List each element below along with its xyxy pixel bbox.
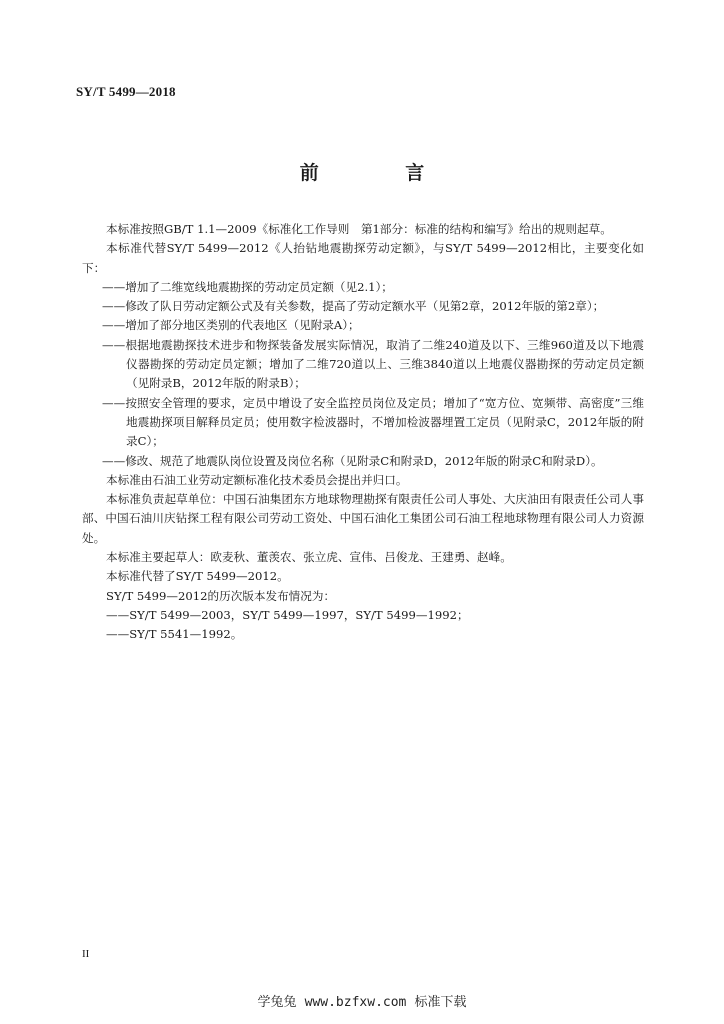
paragraph-drafting-units: 本标准负责起草单位：中国石油集团东方地球物理勘探有限责任公司人事处、大庆油田有限责任公司人事部、中国石油川庆钻探工程有限公司劳动工资处、中国石油化工集团公司石油工程地球物理有限公司人力资源处。 <box>82 492 644 545</box>
paragraph-drafting-rules: 本标准按照GB/T 1.1—2009《标准化工作导则 第1部分：标准的结构和编写》给出的规则起草。 <box>106 222 612 236</box>
changes-list <box>82 278 644 471</box>
watermark-site-name: 学兔兔 <box>257 995 297 1010</box>
history-item: ——SY/T 5499—2003，SY/T 5499—1997，SY/T 5499—1992； <box>106 607 469 622</box>
paragraph-replaces: 本标准代替了SY/T 5499—2012。 <box>106 569 289 584</box>
paragraph-proposer: 本标准由石油工业劳动定额标准化技术委员会提出并归口。 <box>106 472 408 487</box>
standard-code: SY/T 5499—2018 <box>76 84 176 99</box>
change-item: ——根据地震勘探技术进步和物探装备发展实际情况，取消了二维240道及以下、三维960道及以下地震仪器勘探的劳动定员定额；增加了二维720道以上、三维3840道以上地震仪器勘探的劳动定员定额（见附录B，2012年版的附录B）； <box>102 337 644 391</box>
watermark-url: www.bzfxw.com <box>304 995 407 1010</box>
footer-watermark <box>0 991 724 1010</box>
change-item: ——修改、规范了地震队岗位设置及岗位名称（见附录C和附录D，2012年版的附录C和附录D）。 <box>102 453 603 468</box>
page-number: II <box>82 948 90 960</box>
change-item: ——增加了二维宽线地震勘探的劳动定员定额（见2.1）； <box>102 279 393 294</box>
paragraph-replacement-summary: 本标准代替SY/T 5499—2012《人抬钻地震勘探劳动定额》，与SY/T 5499—2012相比，主要变化如下： <box>82 241 644 275</box>
change-item: ——按照安全管理的要求，定员中增设了安全监控员岗位及定员；增加了“宽方位、宽频带、高密度”三维地震勘探项目解释员定员；使用数字检波器时，不增加检波器埋置工定员（见附录C，2012年版的附录C）； <box>102 395 644 449</box>
history-item: ——SY/T 5541—1992。 <box>106 627 243 642</box>
history-list <box>82 606 644 645</box>
page-title: 前 言 <box>299 162 465 184</box>
paragraph-history-intro: SY/T 5499—2012的历次版本发布情况为： <box>106 588 336 603</box>
paragraph-drafters: 本标准主要起草人：欧麦秋、董羡农、张立虎、宣伟、吕俊龙、王建勇、赵峰。 <box>106 550 512 565</box>
watermark-tagline: 标准下载 <box>414 995 467 1010</box>
foreword-body <box>82 220 644 645</box>
change-item: ——增加了部分地区类别的代表地区（见附录A）； <box>102 318 360 333</box>
change-item: ——修改了队日劳动定额公式及有关参数，提高了劳动定额水平（见第2章，2012年版的第2章）； <box>102 299 605 314</box>
